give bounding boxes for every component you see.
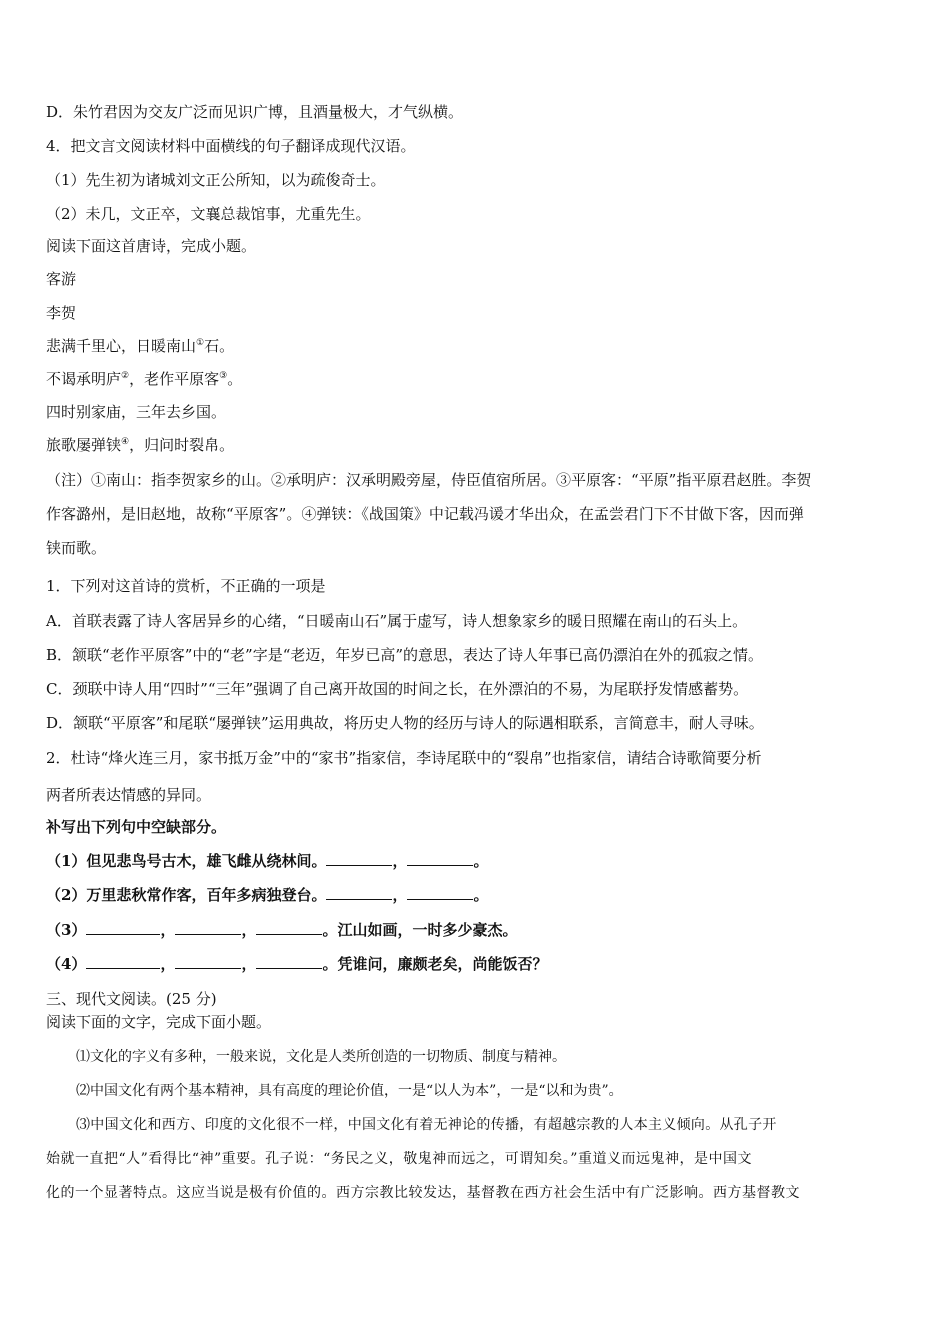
poem-title: 客游 <box>46 270 77 288</box>
answer-blank[interactable] <box>256 920 322 935</box>
answer-blank[interactable] <box>256 954 322 969</box>
poem-line-1: 悲满千里心，日暖南山①石。 <box>46 337 235 355</box>
poem-note-line-3: 铗而歌。 <box>46 539 107 557</box>
passage-paragraph-3-line-2: 始就一直把“人”看得比“神”重要。孔子说：“务民之义，敬鬼神而远之，可谓知矣。”重道义而远鬼神，是中国文 <box>46 1151 752 1167</box>
question-1-option-d: D．颔联“平原客”和尾联“屡弹铗”运用典故，将历史人物的经历与诗人的际遇相联系，言简意丰，耐人寻味。 <box>46 714 764 732</box>
poem-line-2: 不谒承明庐②，老作平原客③。 <box>46 370 243 388</box>
fill-blank-item-4: （4） ， ， 。凭谁问，廉颇老矣，尚能饭否？ <box>46 955 548 973</box>
question-4-item-2: （2）未几，文正卒，文襄总裁馆事，尤重先生。 <box>46 205 371 223</box>
section-3-instruction: 阅读下面的文字，完成下面小题。 <box>46 1013 272 1031</box>
fill-blank-heading: 补写出下列句中空缺部分。 <box>46 818 227 836</box>
poem-author: 李贺 <box>46 304 77 322</box>
passage-paragraph-1: ⑴文化的字义有多种，一般来说，文化是人类所创造的一切物质、制度与精神。 <box>76 1049 566 1065</box>
answer-blank[interactable] <box>86 954 160 969</box>
answer-blank[interactable] <box>175 920 241 935</box>
answer-blank[interactable] <box>175 954 241 969</box>
fill-blank-item-3: （3） ， ， 。江山如画，一时多少豪杰。 <box>46 921 518 939</box>
poem-note-line-1: （注）①南山：指李贺家乡的山。②承明庐：汉承明殿旁屋，侍臣值宿所居。③平原客：“平原”指平原君赵胜。李贺 <box>46 471 812 489</box>
fill-blank-item-1: （1）但见悲鸟号古木，雄飞雌从绕林间。 ， 。 <box>46 852 489 870</box>
poem-note-line-2: 作客潞州，是旧赵地，故称“平原客”。④弹铗：《战国策》中记载冯谖才华出众，在孟尝君门下不甘做下客，因而弹 <box>46 505 804 523</box>
question-4-item-1: （1）先生初为诸城刘文正公所知，以为疏俊奇士。 <box>46 171 386 189</box>
question-4-stem: 4．把文言文阅读材料中面横线的句子翻译成现代汉语。 <box>46 137 416 155</box>
option-d-previous: D．朱竹君因为交友广泛而见识广博，且酒量极大，才气纵横。 <box>46 103 464 121</box>
footnote-mark-2: ② <box>121 371 130 381</box>
question-1-stem: 1．下列对这首诗的赏析，不正确的一项是 <box>46 577 326 595</box>
footnote-mark-4: ④ <box>121 437 130 447</box>
question-2-line-2: 两者所表达情感的异同。 <box>46 786 212 804</box>
question-1-option-b: B．颔联“老作平原客”中的“老”字是“老迈，年岁已高”的意思，表达了诗人年事已高仍漂泊在外的孤寂之情。 <box>46 646 764 664</box>
footnote-mark-3: ③ <box>219 371 228 381</box>
passage-paragraph-3-line-1: ⑶中国文化和西方、印度的文化很不一样，中国文化有着无神论的传播，有超越宗教的人本主义倾向。从孔子开 <box>76 1117 777 1133</box>
fill-blank-item-2: （2）万里悲秋常作客，百年多病独登台。 ， 。 <box>46 886 489 904</box>
passage-paragraph-2: ⑵中国文化有两个基本精神，具有高度的理论价值，一是“以人为本”，一是“以和为贵”。 <box>76 1083 623 1099</box>
poem-line-3: 四时别家庙，三年去乡国。 <box>46 403 227 421</box>
footnote-mark-1: ① <box>196 338 205 348</box>
question-2-line-1: 2．杜诗“烽火连三月，家书抵万金”中的“家书”指家信，李诗尾联中的“裂帛”也指家信，请结合诗歌简要分析 <box>46 749 762 767</box>
passage-paragraph-3-line-3: 化的一个显著特点。这应当说是极有价值的。西方宗教比较发达，基督教在西方社会生活中有广泛影响。西方基督教文 <box>46 1185 800 1201</box>
answer-blank[interactable] <box>326 851 392 866</box>
answer-blank[interactable] <box>86 920 160 935</box>
section-3-heading: 三、现代文阅读。(25 分) <box>46 990 217 1008</box>
answer-blank[interactable] <box>407 885 473 900</box>
answer-blank[interactable] <box>326 885 392 900</box>
question-1-option-a: A．首联表露了诗人客居异乡的心绪，“日暖南山石”属于虚写，诗人想象家乡的暖日照耀在南山的石头上。 <box>46 612 748 630</box>
poem-line-4: 旅歌屡弹铗④，归问时裂帛。 <box>46 436 235 454</box>
answer-blank[interactable] <box>407 851 473 866</box>
poem-instruction: 阅读下面这首唐诗，完成小题。 <box>46 237 257 255</box>
question-1-option-c: C．颈联中诗人用“四时”“三年”强调了自己离开故国的时间之长，在外漂泊的不易，为尾联抒发情感蓄势。 <box>46 680 749 698</box>
